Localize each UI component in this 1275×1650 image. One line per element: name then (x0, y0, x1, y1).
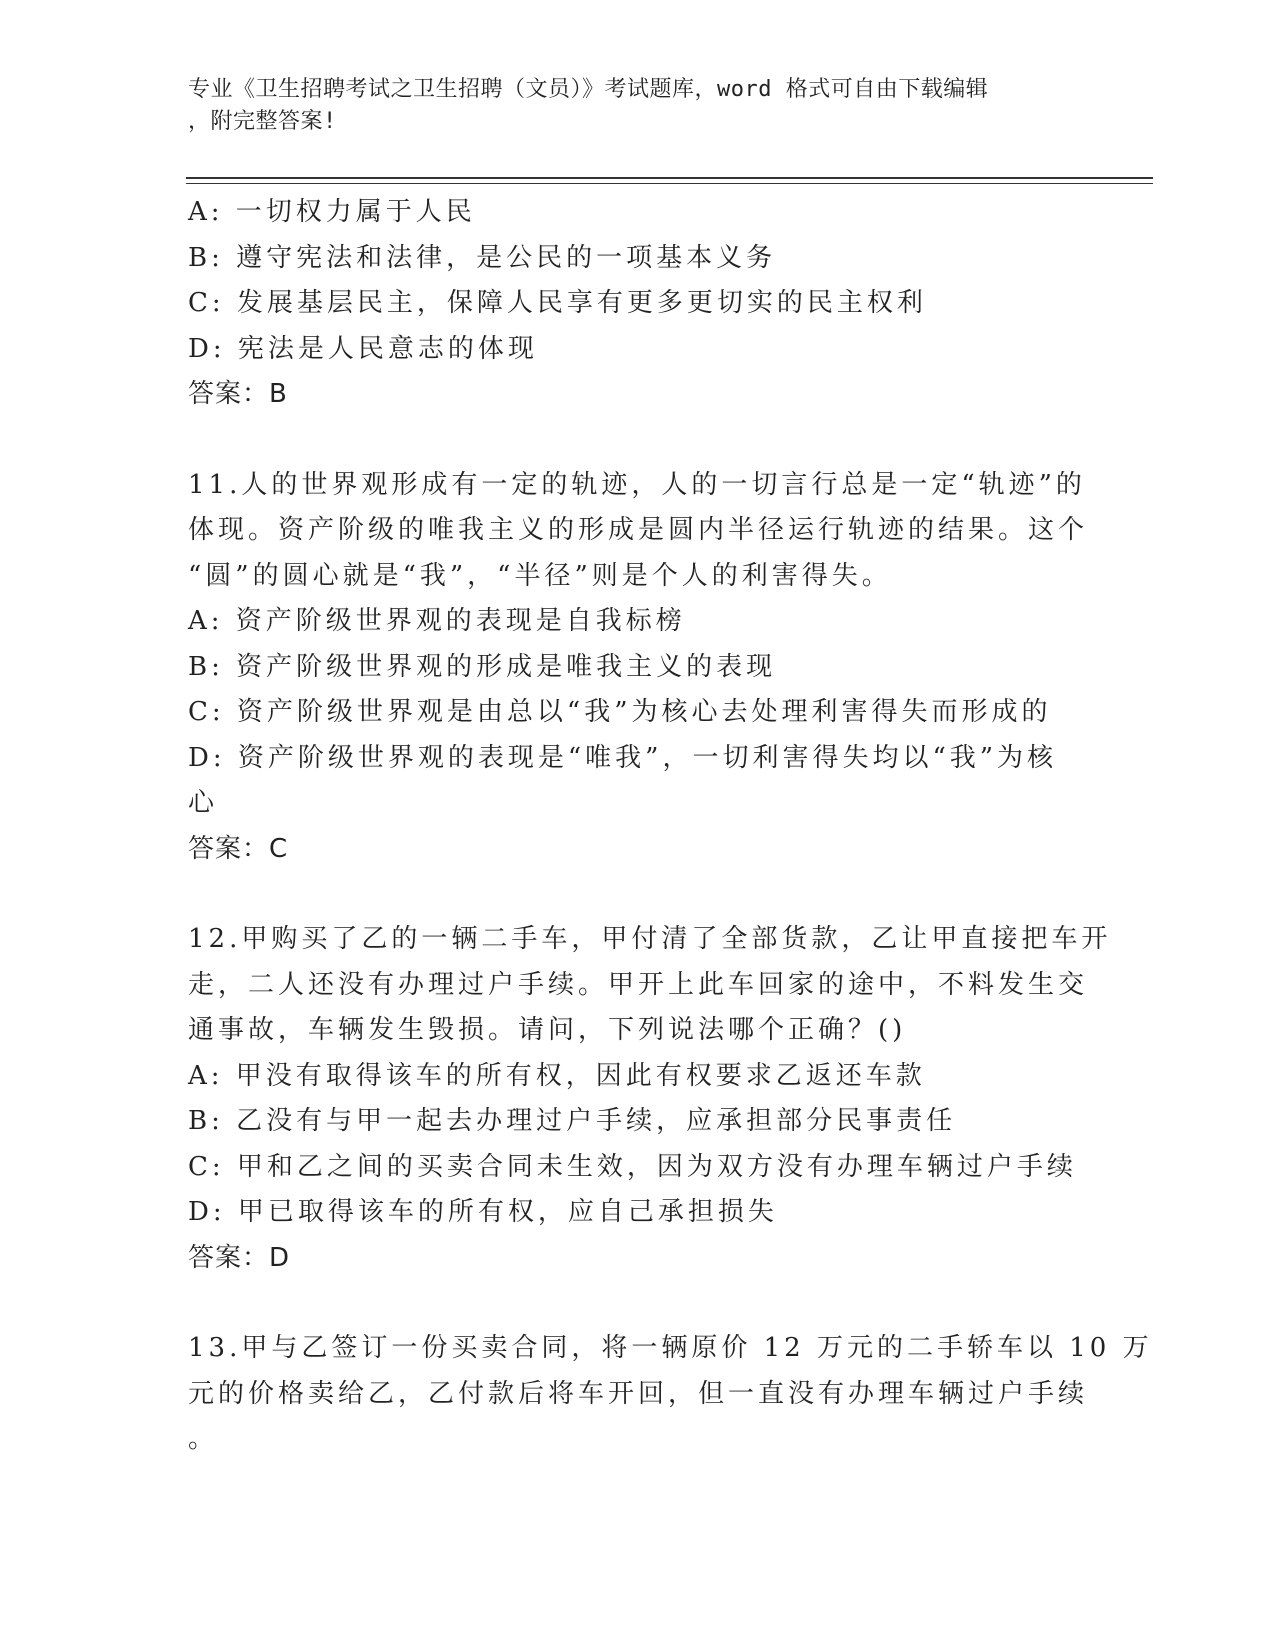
option-b: B: 遵守宪法和法律，是公民的一项基本义务 (188, 242, 777, 273)
option-a: A: 资产阶级世界观的表现是自我标榜 (188, 606, 686, 636)
option-b: B: 资产阶级世界观的形成是唯我主义的表现 (188, 651, 777, 682)
header-divider (186, 183, 1153, 184)
answer: 答案：C (188, 833, 289, 864)
option-d: D: 资产阶级世界观的表现是“唯我”，一切利害得失均以“我”为核 (188, 742, 1058, 773)
question-stem: 13.甲与乙签订一份买卖合同，将一辆原价 12 万元的二手轿车以 10 万 (188, 1333, 1153, 1363)
question-stem: “圆”的圆心就是“我”，“半径”则是个人的利害得失。 (188, 560, 892, 591)
header-line: ，附完整答案! (188, 109, 337, 134)
question-stem: 走，二人还没有办理过户手续。甲开上此车回家的途中，不料发生交 (188, 969, 1089, 1000)
question-stem: 体现。资产阶级的唯我主义的形成是圆内半径运行轨迹的结果。这个 (188, 515, 1089, 545)
header-line: 专业《卫生招聘考试之卫生招聘（文员）》考试题库，word 格式可自由下载编辑 (188, 77, 989, 102)
question-stem: 元的价格卖给乙，乙付款后将车开回，但一直没有办理车辆过户手续 (188, 1378, 1089, 1409)
question-stem: 12.甲购买了乙的一辆二手车，甲付清了全部货款，乙让甲直接把车开 (188, 924, 1112, 954)
question-stem: 。 (188, 1424, 219, 1454)
option-b: B: 乙没有与甲一起去办理过户手续，应承担部分民事责任 (188, 1106, 957, 1136)
question-stem: 11.人的世界观形成有一定的轨迹，人的一切言行总是一定“轨迹”的 (188, 469, 1086, 500)
option-a: A: 一切权力属于人民 (188, 197, 476, 227)
question-12 (188, 917, 1112, 1281)
document-header (188, 74, 1068, 138)
option-d: D: 宪法是人民意志的体现 (188, 333, 538, 364)
question-list (188, 190, 1153, 1463)
header-divider (186, 177, 1153, 179)
question-10 (188, 190, 1068, 418)
answer: 答案：B (188, 379, 288, 409)
question-11 (188, 463, 1089, 873)
option-d-continued: 心 (188, 788, 219, 818)
option-d: D: 甲已取得该车的所有权，应自己承担损失 (188, 1197, 778, 1227)
option-a: A: 甲没有取得该车的所有权，因此有权要求乙返还车款 (188, 1060, 926, 1091)
question-13 (188, 1326, 1153, 1463)
option-c: C: 甲和乙之间的买卖合同未生效，因为双方没有办理车辆过户手续 (188, 1151, 1077, 1182)
option-c: C: 发展基层民主，保障人民享有更多更切实的民主权利 (188, 288, 927, 318)
option-c: C: 资产阶级世界观是由总以“我”为核心去处理利害得失而形成的 (188, 697, 1052, 727)
question-stem: 通事故，车辆发生毁损。请问，下列说法哪个正确？() (188, 1015, 907, 1045)
answer: 答案：D (188, 1242, 291, 1273)
